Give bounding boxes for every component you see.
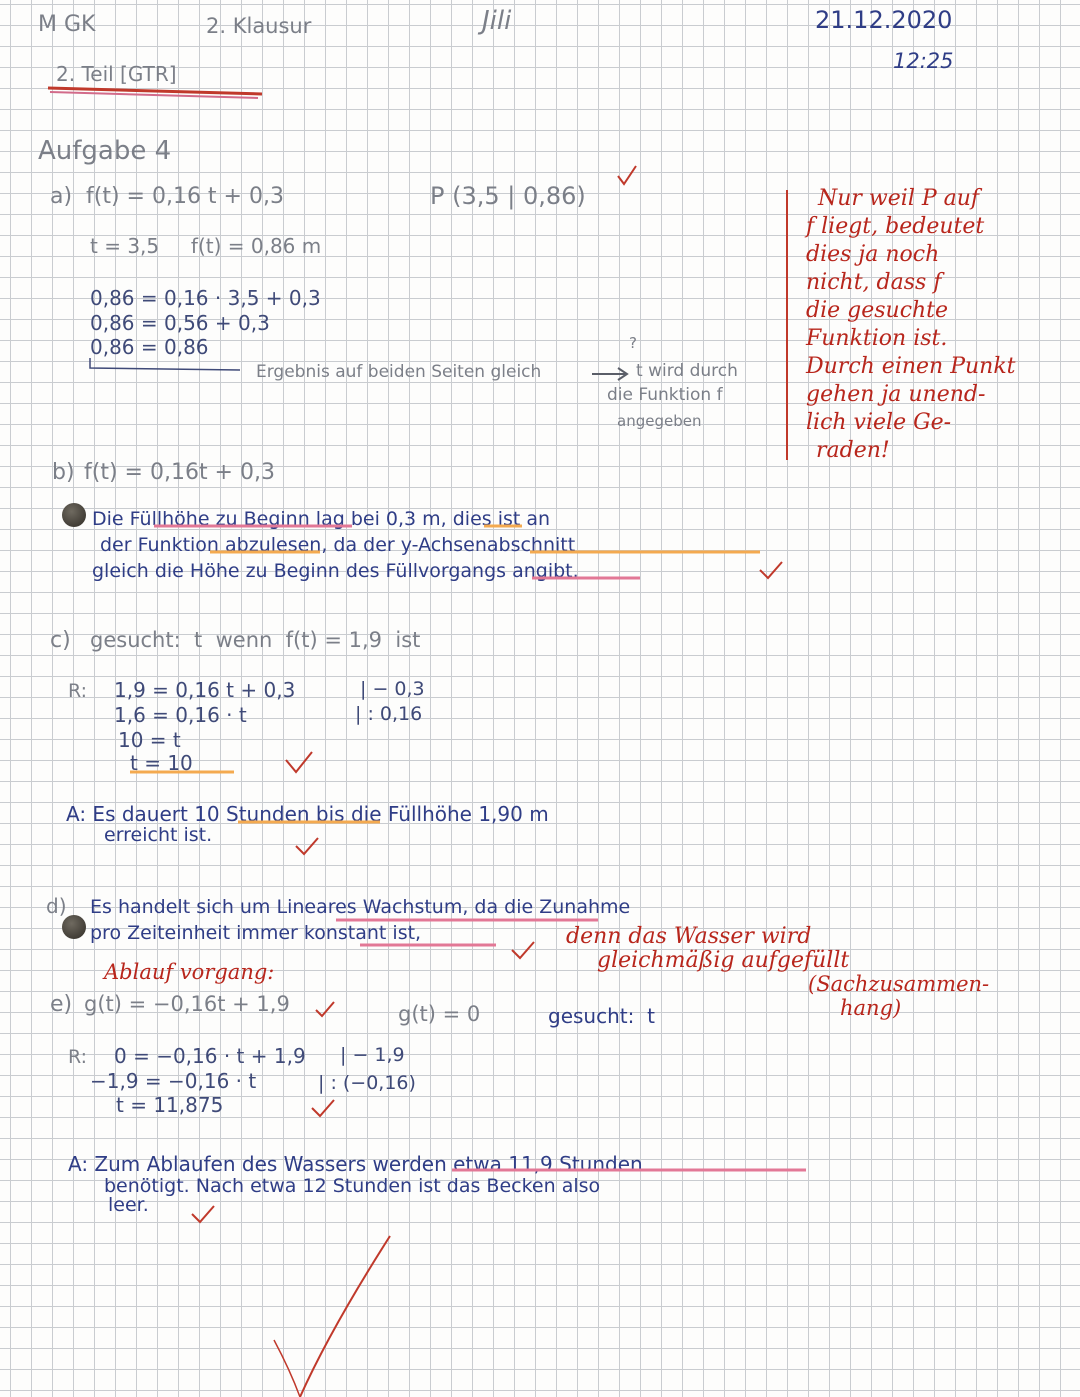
part-a-arrow-note-2: die Funktion f <box>607 385 723 405</box>
part-a-point: P (3,5 | 0,86) <box>430 182 586 210</box>
part-c-answer-line-1: A: Es dauert 10 Stunden bis die Füllhöhe 1,90 m <box>66 802 549 826</box>
part-e-answer-line-1: A: Zum Ablaufen des Wassers werden etwa 11,9 Stunden <box>68 1152 643 1176</box>
check-b <box>760 562 782 578</box>
part-d-text-line-1: Es handelt sich um Lineares Wachstum, da die Zunahme <box>90 896 631 918</box>
check-a <box>618 166 636 184</box>
part-e-teacher-heading: Ablauf vorgang: <box>104 960 275 984</box>
part-c-op-1: | − 0,3 <box>360 678 425 700</box>
part-e-condition: g(t) = 0 <box>398 1002 481 1026</box>
part-a-arrow-note-1: t wird durch <box>636 361 738 381</box>
part-b-label: b) <box>52 460 75 485</box>
part-c-calc-line-4: t = 10 <box>130 751 193 775</box>
part-c-answer-line-2: erreicht ist. <box>104 824 213 846</box>
exam-label: 2. Klausur <box>206 14 312 38</box>
part-a-arrow-note-3: angegeben <box>617 412 702 430</box>
teacher-comment-line-10: raden! <box>816 438 890 463</box>
part-b-text-line-2: der Funktion abzulesen, da der y-Achsenabschnitt <box>100 534 576 556</box>
part-e-calc-prefix: R: <box>68 1046 88 1068</box>
part-d-label: d) <box>46 894 67 918</box>
part-d-teacher-line-2: gleichmäßig aufgefüllt <box>597 948 850 973</box>
calc-box-a <box>90 358 240 370</box>
task-title: Aufgabe 4 <box>38 136 172 166</box>
part-a-arrow-question: ? <box>629 334 637 352</box>
part-c-calc-line-1: 1,9 = 0,16 t + 0,3 <box>114 678 296 702</box>
part-c-op-2: | : 0,16 <box>355 703 423 725</box>
part-b-function: f(t) = 0,16t + 0,3 <box>84 460 275 485</box>
teacher-comment-line-9: lich viele Ge- <box>806 410 952 435</box>
part-d-teacher-line-1: denn das Wasser wird <box>566 924 812 949</box>
part-e-label: e) <box>50 992 73 1017</box>
part-e-op-2: | : (−0,16) <box>318 1072 416 1094</box>
part-a-function: f(t) = 0,16 t + 0,3 <box>86 184 284 209</box>
part-e-function: g(t) = −0,16t + 1,9 <box>84 992 290 1016</box>
part-a-calc-line-2: 0,86 = 0,56 + 0,3 <box>90 311 270 335</box>
part-c-calc-line-2: 1,6 = 0,16 · t <box>114 703 247 727</box>
teacher-comment-line-3: dies ja noch <box>806 242 940 267</box>
part-a-calc-line-3: 0,86 = 0,86 <box>90 335 209 359</box>
date: 21.12.2020 <box>815 6 953 34</box>
part-a-given: t = 3,5 f(t) = 0,86 m <box>90 234 322 258</box>
part-c-calc-prefix: R: <box>68 680 88 702</box>
part-label: 2. Teil [GTR] <box>56 62 177 86</box>
check-e-2 <box>312 1100 334 1116</box>
part-e-answer-line-2: benötigt. Nach etwa 12 Stunden ist das Becken also <box>104 1175 601 1197</box>
part-c-label: c) <box>50 628 71 653</box>
student-name: Jili <box>482 6 512 36</box>
part-c-wanted: gesucht: t wenn f(t) = 1,9 ist <box>90 628 421 652</box>
teacher-comment-line-1: Nur weil P auf <box>818 186 980 211</box>
teacher-comment-line-7: Durch einen Punkt <box>806 354 1016 379</box>
part-d-teacher-line-3: (Sachzusammen- <box>808 972 990 996</box>
part-e-wanted: gesucht: t <box>548 1004 655 1028</box>
time: 12:25 <box>893 49 954 73</box>
part-e-op-1: | − 1,9 <box>340 1044 405 1066</box>
part-a-label: a) <box>50 184 73 209</box>
part-e-calc-line-1: 0 = −0,16 · t + 1,9 <box>114 1044 306 1068</box>
teacher-comment-line-6: Funktion ist. <box>806 326 948 351</box>
teacher-comment-line-8: gehen ja unend- <box>806 382 986 407</box>
final-grade-stroke-2 <box>274 1340 300 1397</box>
part-b-text-line-1: Die Füllhöhe zu Beginn lag bei 0,3 m, dies ist an <box>92 508 551 530</box>
teacher-comment-line-2: f liegt, bedeutet <box>806 214 985 239</box>
teacher-comment-line-5: die gesuchte <box>806 298 949 323</box>
part-a-calc-line-1: 0,86 = 0,16 · 3,5 + 0,3 <box>90 286 321 310</box>
final-grade-stroke <box>300 1236 390 1397</box>
check-d <box>512 942 534 958</box>
course-label: M GK <box>38 12 96 37</box>
check-e-1 <box>316 1002 334 1016</box>
part-b-text-line-3: gleich die Höhe zu Beginn des Füllvorgangs angibt. <box>92 560 579 582</box>
check-c-2 <box>296 838 318 854</box>
part-d-teacher-line-4: hang) <box>840 996 902 1020</box>
check-c-1 <box>286 752 312 772</box>
part-c-calc-line-3: 10 = t <box>118 728 181 752</box>
part-a-result-note: Ergebnis auf beiden Seiten gleich <box>256 362 542 382</box>
part-d-text-line-2: pro Zeiteinheit immer konstant ist, <box>90 922 422 944</box>
teacher-comment-line-4: nicht, dass f <box>806 270 942 295</box>
part-e-answer-line-3: leer. <box>108 1194 149 1216</box>
part-e-calc-line-3: t = 11,875 <box>116 1093 224 1117</box>
part-e-calc-line-2: −1,9 = −0,16 · t <box>90 1069 257 1093</box>
check-e-3 <box>192 1206 214 1222</box>
